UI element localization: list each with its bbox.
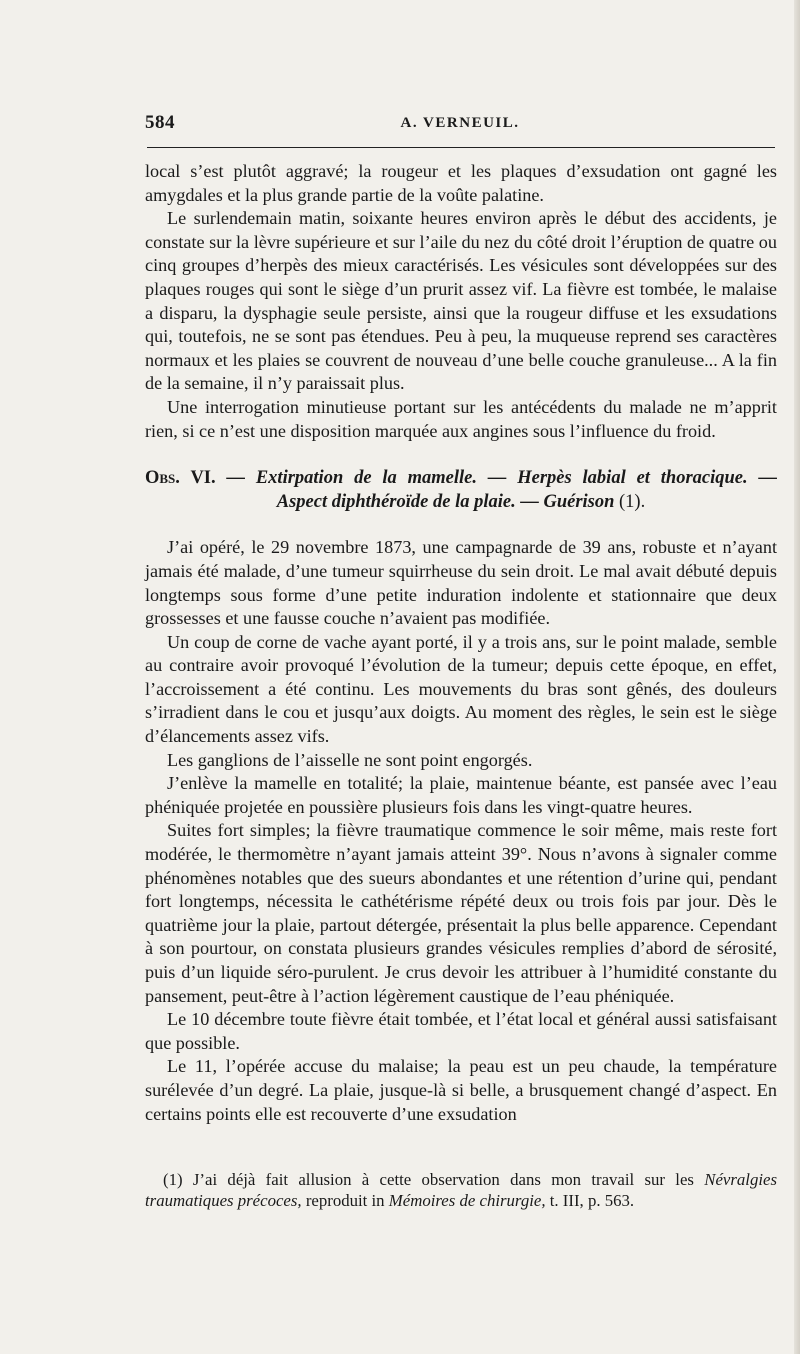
paragraph: Suites fort simples; la fièvre traumatique commence le soir même, mais reste fort modérée, le thermomètre n’ayant jamais atteint 39°. Nous n’avons à signaler comme phénomènes notables que des sueurs abondantes et une rétention d’urine qui, pendant fort longtemps, nécessita le cathétérisme répété deux ou trois fois par jour. Dès le quatrième jour la plaie, partout détergée, présentait la plus belle apparence. Cependant à son pourtour, on constata plusieurs grandes vésicules remplies d’abord de sérosité, puis d’un liquide séro-purulent. Je crus devoir les attribuer à l’humidité constante du pansement, peut-être à l’action légèrement caustique de l’eau phéniquée.: [145, 820, 777, 1006]
footnote: [145, 1170, 777, 1211]
observation-heading: [145, 467, 777, 514]
paragraph: Les ganglions de l’aisselle ne sont point engorgés.: [167, 749, 533, 770]
paragraph: J’ai opéré, le 29 novembre 1873, une campagnarde de 39 ans, robuste et n’ayant jamais été malade, d’une tumeur squirrheuse du sein droit. Le mal avait débuté depuis longtemps sous forme d’une petite induration indolente et stationnaire que deux grossesses et une fausse couche n’avaient pas modifiée.: [145, 537, 777, 629]
footnote-italic-title: Névralgies traumatiques précoces,: [145, 1170, 777, 1210]
body-text: [145, 160, 777, 1126]
observation-title-line1: — Extirpation de la mamelle. — Herpès labial et thoracique. —: [226, 468, 777, 489]
page-edge: [794, 0, 800, 1354]
footnote-marker: (1): [163, 1170, 183, 1189]
header-rule: [147, 147, 775, 148]
paragraph: Une interrogation minutieuse portant sur les antécédents du malade ne m’apprit rien, si ce n’est une disposition marquée aux angines sous l’influence du froid.: [145, 396, 777, 441]
paragraph: J’enlève la mamelle en totalité; la plaie, maintenue béante, est pansée avec l’eau phéniquée projetée en poussière plusieurs fois dans les vingt-quatre heures.: [145, 773, 777, 817]
footnote-reference: (1).: [619, 491, 646, 512]
footnote-text-end: t. III, p. 563.: [549, 1190, 635, 1210]
observation-label: Obs. VI.: [145, 468, 216, 489]
paragraph: Un coup de corne de vache ayant porté, il y a trois ans, sur le point malade, semble au contraire avoir provoqué l’évolution de la tumeur; depuis cette époque, en effet, l’accroissement a été continu. Les mouvements du bras sont gênés, des douleurs s’irradient dans le cou et jusqu’aux doigts. Au moment des règles, le sein est le siège d’élancements assez vifs.: [145, 631, 777, 747]
page-number: 584: [145, 112, 175, 133]
paragraph: Le 11, l’opérée accuse du malaise; la peau est un peu chaude, la température surélevée d’un degré. La plaie, jusque-là si belle, a brusquement changé d’aspect. En certains points elle est recouverte d’une exsudation: [145, 1056, 777, 1124]
page-header: [145, 112, 775, 138]
paragraph: Le 10 décembre toute fièvre était tombée, et l’état local et général aussi satisfaisant que possible.: [145, 1009, 777, 1053]
footnote-text-start: J’ai déjà fait allusion à cette observation dans mon travail sur les: [192, 1170, 694, 1189]
observation-title-line2: Aspect diphthéroïde de la plaie. — Guérison: [276, 491, 615, 512]
footnote-italic-journal: Mémoires de chirurgie,: [388, 1190, 546, 1210]
paragraph: local s’est plutôt aggravé; la rougeur et les plaques d’exsudation ont gagné les amygdales et la plus grande partie de la voûte palatine.: [145, 161, 777, 205]
running-head: A. VERNEUIL.: [400, 115, 520, 131]
footnote-text-mid: reproduit in: [305, 1190, 385, 1210]
paragraph: Le surlendemain matin, soixante heures environ après le début des accidents, je constate sur la lèvre supérieure et sur l’aile du nez du côté droit l’éruption de quatre ou cinq groupes d’herpès des mieux caractérisés. Les vésicules sont développées sur des plaques rouges qui sont le siège d’un prurit assez vif. La fièvre est tombée, le malaise a disparu, la dysphagie seule persiste, ainsi que la rougeur diffuse et les exsudations qui, toutefois, ne se sont pas étendues. Peu à peu, la muqueuse reprend ses caractères normaux et les plaies se couvrent de nouveau d’une belle couche granuleuse... A la fin de la semaine, il n’y paraissait plus.: [145, 208, 777, 394]
